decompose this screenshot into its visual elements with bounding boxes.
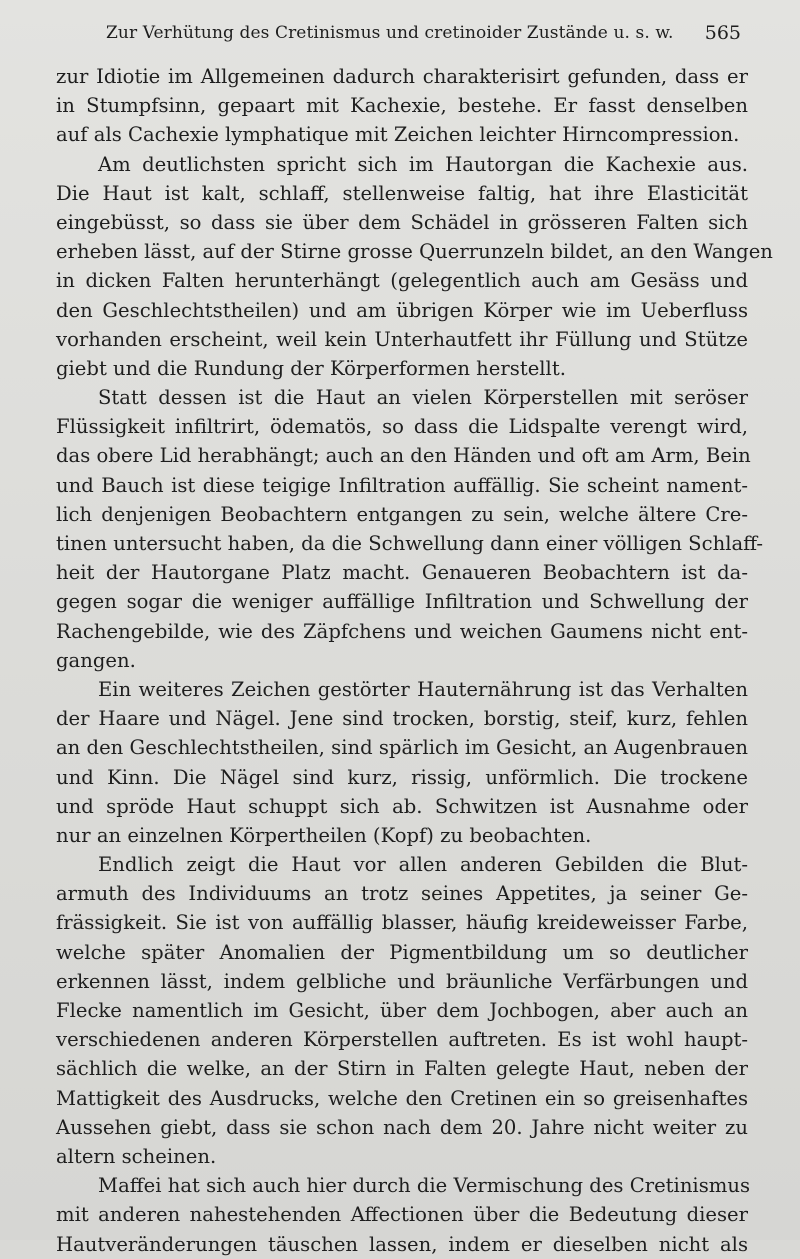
text-line: in dicken Falten herunterhängt (gelegentlich auch am Gesäss und [56, 269, 748, 293]
text-line: sächlich die welke, an der Stirn in Falten gelegte Haut, neben der [56, 1057, 748, 1081]
paragraph-first-line: Am deutlichsten spricht sich im Hautorgan die Kachexie aus. [98, 152, 748, 176]
text-line: welche später Anomalien der Pigmentbildung um so deutlicher [56, 940, 748, 964]
text-line: gangen. [56, 648, 136, 672]
text-line: lich denjenigen Beobachtern entgangen zu sein, welche ältere Cre- [56, 502, 748, 526]
text-line: giebt und die Rundung der Körperformen herstellt. [56, 356, 566, 380]
paragraph-first-line: Statt dessen ist die Haut an vielen Körperstellen mit seröser [98, 386, 748, 410]
text-line: frässigkeit. Sie ist von auffällig blasser, häufig kreideweisser Farbe, [56, 911, 748, 935]
text-line: mit anderen nahestehenden Affectionen über die Bedeutung dieser [56, 1203, 748, 1227]
text-line: zur Idiotie im Allgemeinen dadurch charakterisirt gefunden, dass er [56, 65, 748, 88]
text-line: Aussehen giebt, dass sie schon nach dem 20. Jahre nicht weiter zu [56, 1115, 748, 1139]
running-head [96, 18, 741, 48]
text-line: Rachengebilde, wie des Zäpfchens und weichen Gaumens nicht ent- [56, 619, 748, 643]
text-line: heit der Hautorgane Platz macht. Genaueren Beobachtern ist da- [56, 561, 748, 585]
text-line: vorhanden erscheint, weil kein Unterhautfett ihr Füllung und Stütze [56, 327, 748, 351]
text-line: und Kinn. Die Nägel sind kurz, rissig, unförmlich. Die trockene [56, 765, 748, 789]
text-line: auf als Cachexie lymphatique mit Zeichen leichter Hirncompression. [56, 123, 740, 147]
text-line: verschiedenen anderen Körperstellen auftreten. Es ist wohl haupt- [56, 1028, 748, 1052]
text-line: den Geschlechtstheilen) und am übrigen Körper wie im Ueberfluss [56, 298, 748, 322]
text-line: armuth des Individuums an trotz seines Appetites, ja seiner Ge- [56, 882, 748, 906]
paragraph-first-line: Maffei hat sich auch hier durch die Vermischung des Cretinismus [98, 1174, 751, 1198]
paragraph-first-line: Ein weiteres Zeichen gestörter Hauternährung ist das Verhalten [98, 677, 748, 701]
text-line: Flüssigkeit infiltrirt, ödematös, so dass die Lidspalte verengt wird, [56, 415, 748, 439]
text-line: tinen untersucht haben, da die Schwellung dann einer völligen Schlaff- [56, 532, 763, 555]
text-line: in Stumpfsinn, gepaart mit Kachexie, bestehe. Er fasst denselben [56, 94, 748, 118]
page-number: 565 [704, 22, 741, 44]
text-line: der Haare und Nägel. Jene sind trocken, borstig, steif, kurz, fehlen [56, 707, 748, 731]
text-line: und Bauch ist diese teigige Infiltration auffällig. Sie scheint nament- [56, 473, 748, 497]
text-line: nur an einzelnen Körpertheilen (Kopf) zu beobachten. [56, 823, 592, 847]
text-line: erkennen lässt, indem gelbliche und bräunliche Verfärbungen und [56, 969, 748, 993]
text-line: Die Haut ist kalt, schlaff, stellenweise faltig, hat ihre Elasticität [56, 181, 748, 205]
text-line: und spröde Haut schuppt sich ab. Schwitzen ist Ausnahme oder [56, 794, 748, 818]
text-line: das obere Lid herabhängt; auch an den Händen und oft am Arm, Bein [56, 444, 751, 468]
body-text [56, 62, 773, 1259]
text-line: erheben lässt, auf der Stirne grosse Querrunzeln bildet, an den Wangen [56, 240, 773, 264]
text-line: altern scheinen. [56, 1144, 217, 1168]
paragraph-first-line: Endlich zeigt die Haut vor allen anderen Gebilden die Blut- [98, 853, 748, 877]
text-line: Flecke namentlich im Gesicht, über dem Jochbogen, aber auch an [56, 999, 748, 1022]
running-title: Zur Verhütung des Cretinismus und cretinoider Zustände u. s. w. [106, 23, 674, 43]
text-line: an den Geschlechtstheilen, sind spärlich im Gesicht, an Augenbrauen [56, 736, 748, 760]
text-line: Mattigkeit des Ausdrucks, welche den Cretinen ein so greisenhaftes [56, 1086, 748, 1110]
text-line: eingebüsst, so dass sie über dem Schädel in grösseren Falten sich [56, 210, 748, 234]
text-line: gegen sogar die weniger auffällige Infiltration und Schwellung der [56, 590, 748, 614]
text-line: Hautveränderungen täuschen lassen, indem er dieselben nicht als [56, 1232, 748, 1256]
